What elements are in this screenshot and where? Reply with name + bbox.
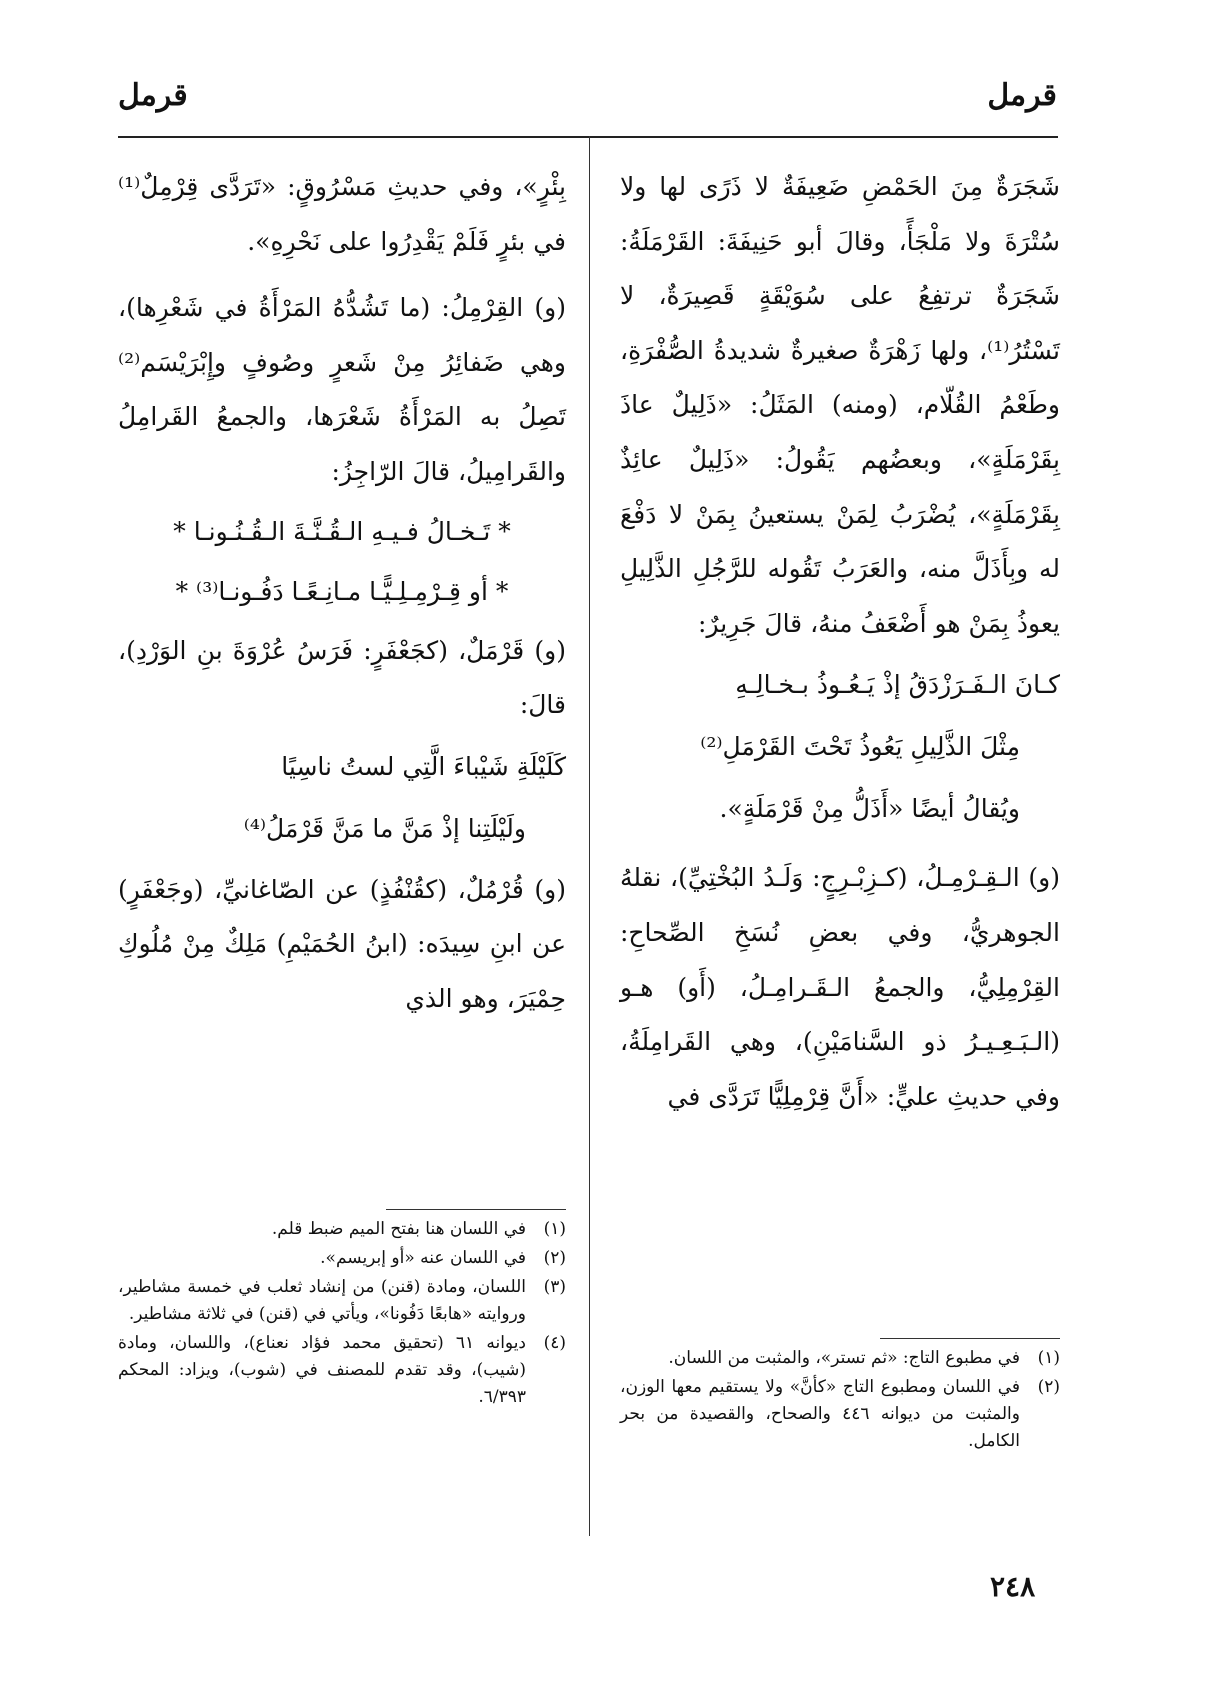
- footnote-number: (٤): [543, 1333, 566, 1353]
- left-paragraph-2: (و) القِرْمِلُ: (ما تَشُدُّهُ المَرْأَةُ في شَعْرِها)، وهي ضَفائِرُ مِنْ شَعرٍ وصُوفٍ وإِبْرَيْسَم⁽²⁾ تَصِلُ به المَرْأَةُ شَعْرَها، والجمعُ القَرامِلُ والقَرامِيلُ، قالَ الرّاجِزُ:: [118, 293, 566, 486]
- left-column: [118, 160, 566, 1027]
- footnote: [118, 1245, 566, 1272]
- header-rule: [118, 136, 1058, 138]
- footnote: [118, 1216, 566, 1243]
- footnotes-left: [118, 1216, 566, 1413]
- left-verse-first-hemistich: كَلَيْلَةِ شَيْباءَ الَّتِي لستُ ناسِيًا: [281, 751, 566, 781]
- running-head-right: قرمل: [987, 78, 1057, 113]
- left-rajaz-line-2: * أو قِـرْمِـلِـيًّـا مـانِـعًـا دَفُـونـا⁽³⁾ *: [175, 576, 509, 606]
- left-paragraph-1: بِئْرٍ»، وفي حديثِ مَسْرُوقٍ: «تَرَدَّى قِرْمِلٌ⁽¹⁾ في بئرٍ فَلَمْ يَقْدِرُوا على نَحْرِهِ».: [118, 172, 566, 256]
- footnote-number: (٣): [543, 1277, 566, 1297]
- footnote-number: (١): [1037, 1348, 1060, 1368]
- footnote: [620, 1374, 1060, 1455]
- footnote-rule-right: [880, 1338, 1060, 1339]
- left-paragraph-4: (و) قُرْمُلٌ، (كقُنْفُذٍ) عن الصّاغانيِّ، (وجَعْفَرٍ) عن ابنِ سِيدَه: (ابنُ الحُمَيْمِ) مَلِكٌ مِنْ مُلُوكِ حِمْيَرَ، وهو الذي: [118, 874, 566, 1013]
- right-after-verse: ويُقالُ أيضًا «أَذَلُّ مِنْ قَرْمَلَةٍ».: [719, 794, 1020, 824]
- footnote: [118, 1330, 566, 1411]
- running-head-left: قرمل: [118, 78, 188, 113]
- right-paragraph-2: (و) الـقِـرْمِـلُ، (كـزِبْـرِجٍ: وَلَـدُ البُخْتِيِّ)، نقلهُ الجوهريُّ، وفي بعضِ نُسَخِ الصِّحاحِ: القِرْمِلِيُّ، والجمعُ الـقَـرامِـلُ، (أَو) هـو (الـبَـعِـيـرُ ذو السَّنامَيْنِ)، وهي القَرامِلَةُ، وفي حديثِ عليٍّ: «أَنَّ قِرْمِلِيًّا تَرَدَّى في: [620, 863, 1060, 1111]
- footnote-number: (٢): [1037, 1377, 1060, 1397]
- left-rajaz-line-1: * تَـخـالُ فـيـهِ الـقُـنَّـةَ الـقُـنُـونـا *: [173, 516, 511, 546]
- right-column: [620, 160, 1060, 1124]
- footnote-text: في اللسان هنا بفتح الميم ضبط قلم.: [271, 1219, 526, 1239]
- footnote-number: (٢): [543, 1248, 566, 1268]
- right-verse-second-hemistich: مِثْلَ الذَّلِيلِ يَعُوذُ تَحْتَ القَرْمَلِ⁽²⁾: [700, 732, 1020, 762]
- footnote: [118, 1274, 566, 1328]
- footnote-text: في مطبوع التاج: «ثم تستر»، والمثبت من اللسان.: [668, 1348, 1020, 1368]
- right-verse-first-hemistich: كـانَ الـفَـرَزْدَقُ إذْ يَـعُـوذُ بـخـالِـهِ: [735, 670, 1060, 700]
- footnote-text: ديوانه ٦١ (تحقيق محمد فؤاد نعناع)، واللسان، ومادة (شيب)، وقد تقدم للمصنف في (شوب)، ويزاد: المحكم ٦/٣٩٣.: [118, 1333, 527, 1407]
- right-paragraph-1: شَجَرَةٌ مِنَ الحَمْضِ ضَعِيفَةٌ لا ذَرًى لها ولا سُتْرَةَ ولا مَلْجَأً، وقالَ أبو حَنِيفَةَ: القَرْمَلَةُ: شَجَرَةٌ ترتفِعُ على سُوَيْقَةٍ قَصِيرَةٌ، لا تَسْتُرُ⁽¹⁾، ولها زَهْرَةٌ صغيرةٌ شديدةُ الصُّفْرَةِ، وطَعْمُ القُلّام، (ومنه) المَثَلُ: «ذَلِيلٌ عاذَ بِقَرْمَلَةٍ»، وبعضُهم يَقُولُ: «ذَلِيلٌ عائِذٌ بِقَرْمَلَةٍ»، يُضْرَبُ لِمَنْ يستعينُ بِمَنْ لا دَفْعَ له وبِأَذَلَّ منه، والعَرَبُ تَقُوله للرَّجُلِ الذَّلِيلِ يعوذُ بِمَنْ هو أَضْعَفُ منهُ، قالَ جَرِيرٌ:: [620, 172, 1060, 638]
- footnote-number: (١): [543, 1219, 566, 1239]
- footnote: [620, 1345, 1060, 1372]
- footnote-rule-left: [386, 1209, 566, 1210]
- left-verse-second-hemistich: ولَيْلَتِنا إذْ مَنَّ ما مَنَّ قَرْمَلُ⁽⁴⁾: [243, 813, 526, 843]
- footnote-text: اللسان، ومادة (قنن) من إنشاد ثعلب في خمسة مشاطير، وروايته «هابعًا دَفُونا»، ويأتي في (قنن) في ثلاثة مشاطير.: [118, 1277, 526, 1324]
- page-number: ٢٤٨: [990, 1570, 1036, 1603]
- footnote-text: في اللسان ومطبوع التاج «كأنَّ» ولا يستقيم معها الوزن، والمثبت من ديوانه ٤٤٦ والصحاح، والقصيدة من بحر الكامل.: [620, 1377, 1020, 1451]
- footnote-text: في اللسان عنه «أو إبريسم».: [320, 1248, 526, 1268]
- footnotes-right: [620, 1345, 1060, 1457]
- left-paragraph-3: (و) قَرْمَلٌ، (كجَعْفَرٍ: فَرَسُ عُرْوَةَ بنِ الوَرْدِ)، قالَ:: [118, 635, 566, 720]
- column-divider: [589, 136, 590, 1536]
